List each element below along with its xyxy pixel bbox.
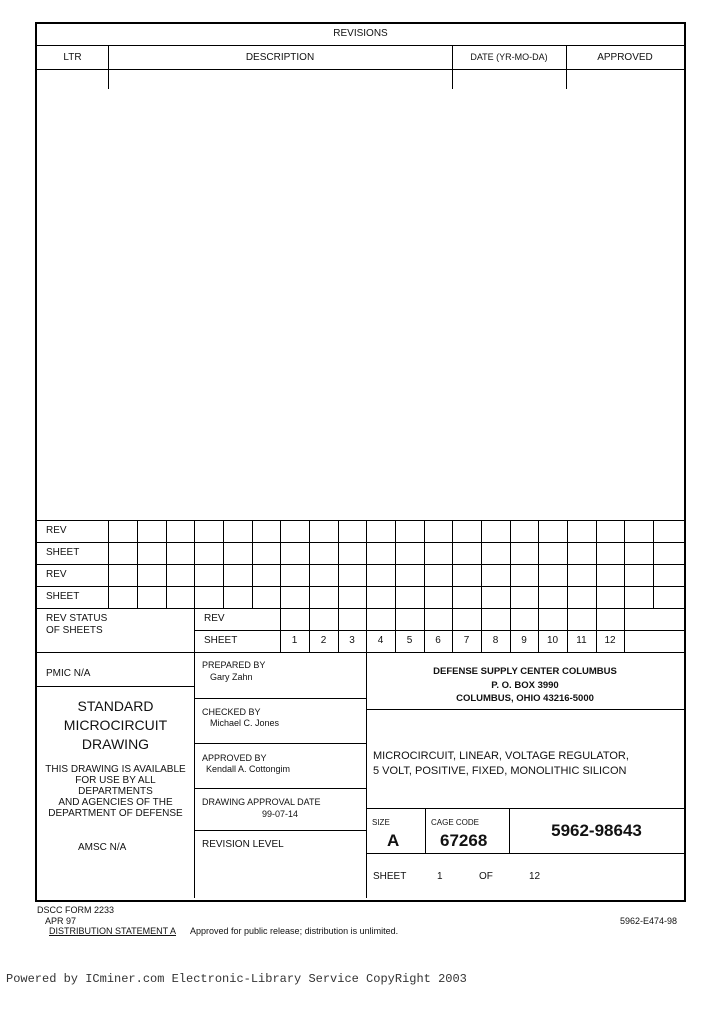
approved-by-label: APPROVED BY bbox=[202, 753, 267, 763]
form-number: DSCC FORM 2233 bbox=[37, 905, 115, 915]
grid-row-label: SHEET bbox=[46, 591, 80, 602]
prepared-by-label: PREPARED BY bbox=[202, 660, 266, 670]
grid-rule bbox=[223, 520, 224, 608]
col-ltr: LTR bbox=[63, 52, 82, 63]
grid-rule bbox=[37, 564, 684, 565]
grid-rule bbox=[37, 608, 684, 609]
drawing-title: DRAWING bbox=[81, 736, 150, 752]
pmic: PMIC N/A bbox=[46, 668, 91, 679]
status-sheet-number: 11 bbox=[576, 635, 587, 646]
grid-rule bbox=[194, 520, 195, 608]
rule bbox=[566, 45, 567, 89]
size-label: SIZE bbox=[372, 818, 390, 827]
grid-rule bbox=[538, 520, 539, 608]
grid-row-label: REV bbox=[46, 569, 67, 580]
status-sheet-number: 9 bbox=[521, 635, 527, 646]
distribution-label: DISTRIBUTION STATEMENT A bbox=[49, 926, 177, 936]
rule bbox=[366, 853, 684, 854]
availability-text: FOR USE BY ALL bbox=[75, 775, 156, 786]
revision-level-label: REVISION LEVEL bbox=[202, 839, 284, 850]
status-sheet-number: 10 bbox=[546, 635, 559, 646]
grid-rule bbox=[653, 520, 654, 608]
microcircuit-title: MICROCIRCUIT bbox=[63, 717, 168, 733]
grid-rule bbox=[252, 520, 253, 608]
form-date: APR 97 bbox=[45, 916, 77, 926]
status-sheet-number: 2 bbox=[320, 635, 327, 646]
grid-rule bbox=[395, 520, 396, 608]
grid-rule bbox=[137, 520, 138, 608]
cage-label: CAGE CODE bbox=[431, 818, 480, 827]
col-date: DATE (YR-MO-DA) bbox=[470, 52, 548, 62]
status-sheet-number: 5 bbox=[406, 635, 413, 646]
col-approved: APPROVED bbox=[597, 52, 653, 63]
device-title: MICROCIRCUIT, LINEAR, VOLTAGE REGULATOR, bbox=[373, 750, 629, 762]
prepared-by-name: Gary Zahn bbox=[210, 672, 253, 682]
approval-date: 99-07-14 bbox=[262, 809, 299, 819]
status-sheet-number: 12 bbox=[604, 635, 616, 646]
checked-by-label: CHECKED BY bbox=[202, 707, 261, 717]
distribution-text: Approved for public release; distribution is unlimited. bbox=[190, 926, 399, 936]
rule bbox=[37, 652, 684, 653]
standard-title: STANDARD bbox=[77, 698, 154, 714]
grid-rule bbox=[366, 520, 367, 608]
grid-rule bbox=[624, 608, 625, 652]
approval-date-label: DRAWING APPROVAL DATE bbox=[202, 797, 321, 807]
grid-rule bbox=[596, 520, 597, 608]
status-sheet-number: 4 bbox=[377, 635, 384, 646]
sheet-number: 1 bbox=[437, 871, 443, 882]
grid-rule bbox=[424, 520, 425, 608]
grid-rule bbox=[309, 520, 310, 608]
drawing-number: 5962-98643 bbox=[551, 821, 642, 840]
rev-status-label: REV STATUS bbox=[46, 613, 108, 624]
rule bbox=[452, 45, 453, 89]
grid-rule bbox=[166, 520, 167, 608]
rule bbox=[194, 608, 195, 898]
availability-text: AND AGENCIES OF THE bbox=[58, 797, 173, 808]
rule bbox=[366, 709, 684, 710]
col-description: DESCRIPTION bbox=[245, 52, 315, 63]
cage-code: 67268 bbox=[440, 831, 488, 850]
grid-rule bbox=[37, 542, 684, 543]
grid-rule bbox=[108, 520, 109, 608]
grid-rule bbox=[567, 520, 568, 608]
rule bbox=[366, 808, 684, 809]
status-sheet-number: 7 bbox=[463, 635, 470, 646]
grid-rule bbox=[280, 520, 281, 608]
grid-rule bbox=[37, 520, 684, 521]
approved-by-name: Kendall A. Cottongim bbox=[206, 764, 291, 774]
grid-rule bbox=[338, 520, 339, 608]
grid-rule bbox=[624, 520, 625, 608]
rule bbox=[108, 45, 109, 89]
device-title-2: 5 VOLT, POSITIVE, FIXED, MONOLITHIC SILICON bbox=[373, 765, 627, 777]
availability-text: DEPARTMENTS bbox=[78, 786, 153, 797]
checked-by-name: Michael C. Jones bbox=[210, 718, 280, 728]
rule bbox=[194, 743, 366, 744]
grid-row-label: REV bbox=[46, 525, 67, 536]
availability-text: THIS DRAWING IS AVAILABLE bbox=[45, 764, 186, 775]
powered-by: Powered by ICminer.com Electronic-Library Service CopyRight 2003 bbox=[6, 972, 467, 986]
grid-rule bbox=[510, 520, 511, 608]
grid-rule bbox=[37, 586, 684, 587]
rule bbox=[37, 686, 194, 687]
size-value: A bbox=[387, 831, 400, 850]
status-sheet-number: 8 bbox=[492, 635, 499, 646]
rule bbox=[37, 45, 684, 46]
rev-status-rev-label: REV bbox=[204, 613, 225, 624]
rev-status-sheet-label: SHEET bbox=[204, 635, 238, 646]
rev-status-label-2: OF SHEETS bbox=[46, 625, 103, 636]
total-sheets: 12 bbox=[529, 871, 541, 882]
grid-rule bbox=[452, 520, 453, 608]
rule bbox=[37, 69, 684, 70]
grid-rule bbox=[481, 520, 482, 608]
agency-box: P. O. BOX 3990 bbox=[491, 680, 559, 691]
grid-rule bbox=[194, 630, 684, 631]
amsc: AMSC N/A bbox=[78, 842, 127, 853]
agency-city: COLUMBUS, OHIO 43216-5000 bbox=[456, 693, 594, 704]
revisions-title: REVISIONS bbox=[333, 28, 388, 39]
availability-text: DEPARTMENT OF DEFENSE bbox=[48, 808, 183, 819]
rule bbox=[194, 830, 366, 831]
status-sheet-number: 1 bbox=[291, 635, 298, 646]
grid-rule bbox=[684, 520, 685, 608]
agency-name: DEFENSE SUPPLY CENTER COLUMBUS bbox=[433, 666, 617, 677]
sheet-label: SHEET bbox=[373, 871, 407, 882]
of-label: OF bbox=[479, 871, 493, 882]
grid-row-label: SHEET bbox=[46, 547, 80, 558]
status-sheet-number: 3 bbox=[349, 635, 355, 646]
document-code: 5962-E474-98 bbox=[620, 916, 678, 926]
status-sheet-number: 6 bbox=[435, 635, 441, 646]
rule bbox=[425, 808, 426, 853]
rule bbox=[194, 698, 366, 699]
rule bbox=[194, 788, 366, 789]
